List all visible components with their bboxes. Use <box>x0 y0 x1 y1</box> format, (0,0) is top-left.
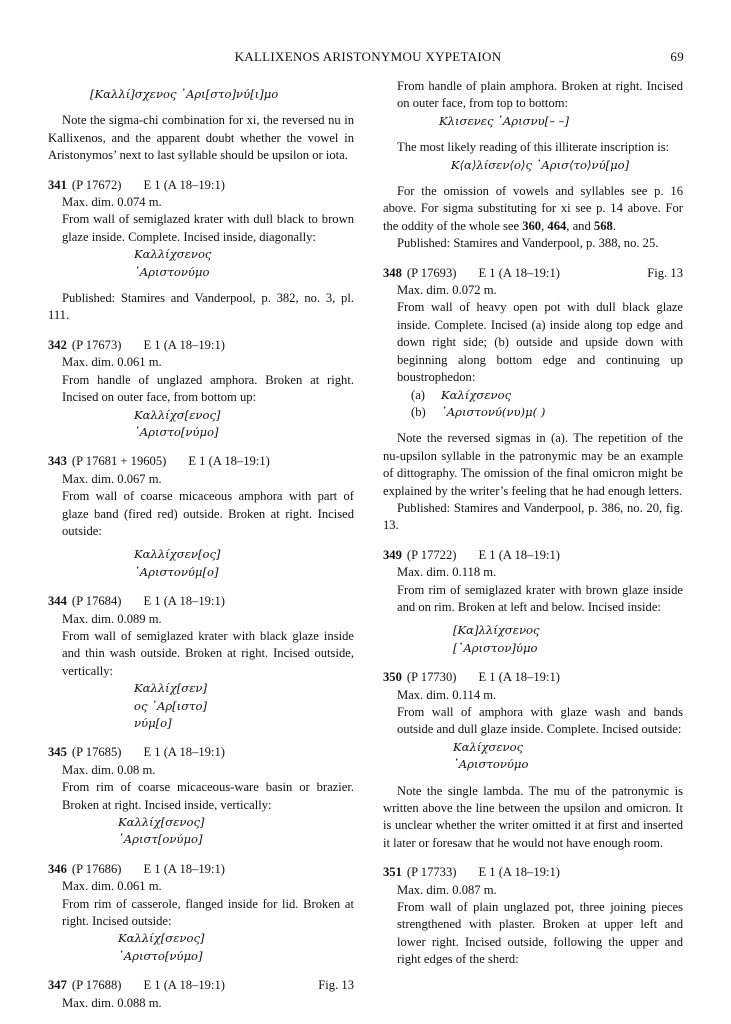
running-title: KALLIXENOS ARISTONYMOU XYPETAION <box>234 49 502 64</box>
inventory-number: (P 17722) <box>406 547 457 562</box>
inventory-number: (P 17672) <box>71 177 122 192</box>
entry-342-body <box>62 354 354 441</box>
intro-note: Note the sigma-chi combination for xi, the reversed nu in Kallixenos, and the apparent doubt whether the vowel in Aristonymos’ next to last syllable should be upsilon or iota. <box>48 113 354 163</box>
dimension: Max. dim. 0.087 m. <box>397 882 497 897</box>
entry-number: 341 <box>48 177 67 192</box>
dimension: Max. dim. 0.118 m. <box>397 565 497 580</box>
figure-reference: Fig. 13 <box>647 265 683 280</box>
inscription-line-2: ᾿Αριστο[νύμο] <box>118 948 203 963</box>
entry-number: 345 <box>48 745 67 760</box>
description: From handle of plain amphora. Broken at right. Incised on outer face, from top to bottom: <box>397 79 683 111</box>
entry-344-body <box>62 611 354 733</box>
inventory-number: (P 17681 + 19605) <box>71 454 167 469</box>
inscription-b-text: ᾿Αριστονύ(νυ)μ( ) <box>441 404 546 419</box>
entry-number: 350 <box>383 670 402 685</box>
publication-note: Published: Stamires and Vanderpool, p. 382, no. 3, pl. 111. <box>48 291 354 323</box>
entry-350-header <box>383 669 683 686</box>
publication-note: Published: Stamires and Vanderpool, p. 386, no. 20, fig. 13. <box>383 500 683 533</box>
inscription-line-2: ος ᾿Αρ[ιστο] <box>134 698 208 713</box>
description: From wall of heavy open pot with dull black glaze inside. Complete. Incised (a) inside along top edge and down right side; (b) outside and upside down with beginning along bottom edge and continuing up boustrophedon: <box>397 300 683 385</box>
entry-342-header <box>48 337 354 354</box>
inscription-line-1: Καλίχσενος <box>453 739 524 754</box>
inscription-line-2: [᾿Αριστον]ύμο <box>453 640 538 655</box>
deposit-context: E 1 (A 18–19:1) <box>143 337 225 352</box>
inscription-line-1: Καλλίχσεν[ος] <box>134 547 221 562</box>
entry-347-header <box>48 977 354 994</box>
intro-inscription: [Καλλί]σχενος ᾿Αρι[στο]νύ[ι]μο <box>90 87 279 101</box>
entry-348-body <box>397 282 683 421</box>
inscription-line-1: Καλλίχ[σενος] <box>118 815 205 830</box>
inscription-line-1: [Κα]λλίχσενος <box>453 623 540 638</box>
entry-350-body <box>397 687 683 774</box>
entry-number: 344 <box>48 594 67 609</box>
dimension: Max. dim. 0.067 m. <box>62 471 162 486</box>
deposit-context: E 1 (A 18–19:1) <box>478 265 560 280</box>
entry-346-body <box>62 878 354 965</box>
separator: , and <box>566 218 594 233</box>
inscription-line-2: ᾿Αριστονύμο <box>134 264 210 279</box>
label-b: (b) <box>411 404 426 419</box>
inscription-line-2: ᾿Αριστονύμο <box>453 757 529 772</box>
separator: , <box>541 218 548 233</box>
inscription-b <box>411 404 683 421</box>
entry-number: 348 <box>383 265 402 280</box>
inventory-number: (P 17684) <box>71 594 122 609</box>
dimension: Max. dim. 0.114 m. <box>397 687 497 702</box>
entry-number: 351 <box>383 865 402 880</box>
deposit-context: E 1 (A 18–19:1) <box>143 594 225 609</box>
inventory-number: (P 17688) <box>71 978 122 993</box>
inventory-number: (P 17686) <box>71 861 122 876</box>
description: From wall of coarse micaceous amphora with part of glaze band (fired red) outside. Broken at right. Incised outside: <box>62 489 354 538</box>
entry-345-body <box>62 762 354 849</box>
inventory-number: (P 17730) <box>406 670 457 685</box>
entry-346-header <box>48 861 354 878</box>
right-column <box>383 78 683 969</box>
description: From rim of semiglazed krater with brown glaze inside and on rim. Broken at left and below. Incised inside: <box>397 582 683 614</box>
period: . <box>612 218 616 233</box>
reconstructed-inscription: Κ⟨α⟩λίσεν⟨ο⟩ς ᾿Αρισ⟨το⟩νύ[μο] <box>450 157 630 172</box>
inscription-line-3: νύμ[ο] <box>134 716 172 730</box>
inscription-line-1: Καλλίχ[σεν] <box>134 681 207 696</box>
entry-341-body <box>62 194 354 281</box>
description: From wall of semiglazed krater with black glaze inside and thin wash outside. Broken at right. Incised outside, vertically: <box>62 628 354 678</box>
publication-note: Published: Stamires and Vanderpool, p. 388, no. 25. <box>397 236 659 251</box>
inscription-line-1: Καλλίχσ[ενος] <box>134 407 221 422</box>
inscription-line-1: Καλλίχσενος <box>134 247 212 262</box>
entry-343-body <box>62 471 354 581</box>
cross-reference-464[interactable]: 464 <box>547 218 567 233</box>
deposit-context: E 1 (A 18–19:1) <box>188 454 270 469</box>
label-a: (a) <box>411 387 425 402</box>
deposit-context: E 1 (A 18–19:1) <box>143 177 225 192</box>
description: From wall of plain unglazed pot, three joining pieces strengthened with plaster. Broken at upper left and lower right. Incised outside, following the upper and right edges of the sherd: <box>397 900 683 967</box>
entry-349-body <box>397 564 683 657</box>
description: From wall of semiglazed krater with dull black to brown glaze inside. Complete. Incised inside, diagonally: <box>62 212 354 244</box>
inventory-number: (P 17673) <box>71 337 122 352</box>
page-number: 69 <box>670 49 684 64</box>
entry-345-header <box>48 744 354 761</box>
inscription-a <box>411 387 683 404</box>
dimension: Max. dim. 0.061 m. <box>62 879 162 894</box>
likely-reading-note: The most likely reading of this illiterate inscription is: <box>397 140 670 155</box>
inscription-line-2: ᾿Αριστ[ονύμο] <box>118 832 203 847</box>
entry-349-header <box>383 547 683 564</box>
deposit-context: E 1 (A 18–19:1) <box>143 745 225 760</box>
omission-note-text: For the omission of vowels and syllables see p. 16 above. For sigma substituting for xi see p. 14 above. For the oddity of the whole see <box>383 184 683 233</box>
dimension: Max. dim. 0.08 m. <box>62 762 156 777</box>
deposit-context: E 1 (A 18–19:1) <box>143 978 225 993</box>
entry-341-header <box>48 177 354 194</box>
entry-343-header <box>48 453 354 470</box>
dimension: Max. dim. 0.088 m. <box>62 995 162 1010</box>
inventory-number: (P 17693) <box>406 265 457 280</box>
description: From rim of casserole, flanged inside for lid. Broken at right. Incised outside: <box>62 896 354 929</box>
commentary: Note the reversed sigmas in (a). The repetition of the nu-upsilon syllable in the patronymic may be an example of dittography. The omission of the final omicron might be explained by the writer’s feeling that he had enough letters. <box>383 431 683 498</box>
inventory-number: (P 17685) <box>71 745 122 760</box>
figure-reference: Fig. 13 <box>318 978 354 993</box>
entry-351-body <box>397 882 683 969</box>
deposit-context: E 1 (A 18–19:1) <box>478 670 560 685</box>
description: From handle of unglazed amphora. Broken at right. Incised on outer face, from bottom up: <box>62 372 354 405</box>
inscription-a-text: Καλίχσενος <box>441 387 512 402</box>
cross-reference-568[interactable]: 568 <box>593 218 613 233</box>
inscription-line-2: ᾿Αριστονύμ[ο] <box>134 564 219 579</box>
dimension: Max. dim. 0.061 m. <box>62 355 162 370</box>
dimension: Max. dim. 0.072 m. <box>397 283 497 298</box>
description: From rim of coarse micaceous-ware basin or brazier. Broken at right. Incised inside, vertically: <box>62 780 354 812</box>
omission-note <box>383 183 683 235</box>
left-column <box>48 86 354 1012</box>
entry-347-body <box>62 995 354 1012</box>
entry-number: 347 <box>48 978 67 993</box>
entry-number: 343 <box>48 454 67 469</box>
inventory-number: (P 17733) <box>406 865 457 880</box>
inscription-line-2: ᾿Αριστο[νύμο] <box>134 424 219 439</box>
entry-351-header <box>383 864 683 881</box>
entry-347-continued <box>397 78 683 174</box>
running-header <box>52 48 684 72</box>
dimension: Max. dim. 0.089 m. <box>62 611 162 626</box>
entry-348-header <box>383 265 683 282</box>
entry-number: 349 <box>383 547 402 562</box>
deposit-context: E 1 (A 18–19:1) <box>143 861 225 876</box>
deposit-context: E 1 (A 18–19:1) <box>478 547 560 562</box>
inscription-line-1: Κλισενες ᾿Αρισνυ[– –] <box>439 113 570 128</box>
inscription-line-1: Καλλίχ[σενος] <box>118 931 205 946</box>
deposit-context: E 1 (A 18–19:1) <box>478 865 560 880</box>
dimension: Max. dim. 0.074 m. <box>62 195 162 210</box>
description: From wall of amphora with glaze wash and bands outside and dull glaze inside. Complete. Incised outside: <box>397 705 683 737</box>
commentary: Note the single lambda. The mu of the patronymic is written above the line between the upsilon and omicron. It is unclear whether the writer omitted it at first and inserted it later or foresaw that he would not have enough room. <box>383 783 683 850</box>
entry-344-header <box>48 593 354 610</box>
entry-number: 342 <box>48 337 67 352</box>
entry-number: 346 <box>48 861 67 876</box>
cross-reference-360[interactable]: 360 <box>522 218 542 233</box>
